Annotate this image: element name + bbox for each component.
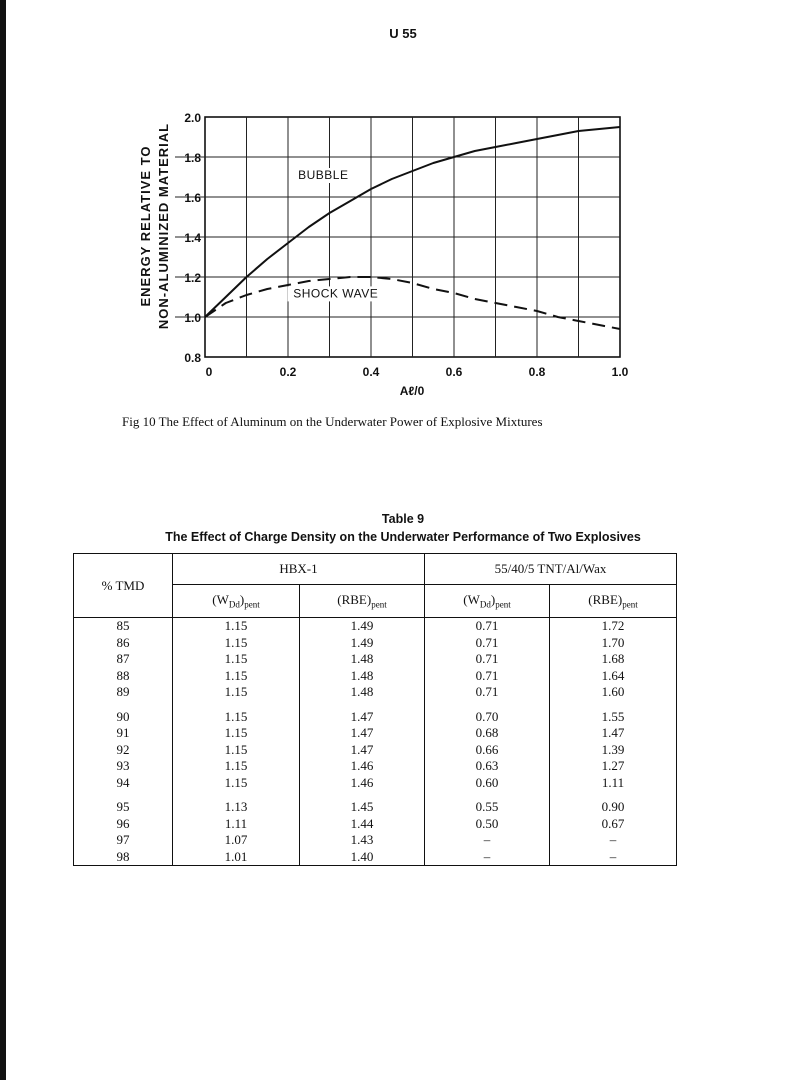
cell-tnt-rbe: 1.55 (550, 709, 677, 726)
cell-hbx-rbe: 1.48 (300, 651, 425, 668)
table-row (74, 742, 677, 759)
cell-tnt-w: 0.66 (425, 742, 550, 759)
y-tick-label: 0.8 (184, 351, 201, 365)
cell-tmd: 91 (116, 725, 130, 740)
cell-hbx-w: 1.15 (173, 758, 300, 775)
gap-cell (425, 701, 550, 709)
cell-tnt-rbe: 0.90 (550, 799, 677, 816)
cell-hbx-w: 1.15 (173, 709, 300, 726)
cell-tmd: 85 (116, 618, 130, 633)
table-row (74, 668, 677, 685)
cell-hbx-rbe: 1.49 (300, 635, 425, 652)
y-tick-label: 1.4 (184, 231, 201, 245)
y-tick-label: 1.0 (184, 311, 201, 325)
cell-tnt-rbe: 1.39 (550, 742, 677, 759)
cell-hbx-rbe: 1.44 (300, 816, 425, 833)
cell-hbx-rbe: 1.47 (300, 725, 425, 742)
cell-hbx-rbe: 1.48 (300, 668, 425, 685)
table-row (74, 635, 677, 652)
cell-tnt-rbe: – (550, 849, 677, 866)
cell-tnt-w: 0.71 (425, 668, 550, 685)
x-tick-label: 0.6 (445, 365, 463, 379)
cell-hbx-rbe: 1.46 (300, 775, 425, 792)
cell-tmd: 96 (116, 815, 130, 831)
x-tick-label: 0.2 (279, 365, 297, 379)
cell-hbx-rbe: 1.40 (300, 849, 425, 866)
cell-tnt-rbe: 1.47 (550, 725, 677, 742)
cell-tmd: 94 (116, 774, 130, 790)
table-body (74, 618, 677, 866)
cell-tnt-rbe: 1.68 (550, 651, 677, 668)
cell-tnt-rbe: – (550, 832, 677, 849)
cell-tnt-rbe: 1.27 (550, 758, 677, 775)
cell-hbx-rbe: 1.47 (300, 742, 425, 759)
cell-tmd: 93 (116, 758, 130, 773)
cell-hbx-w: 1.11 (173, 816, 300, 833)
row-group-gap (74, 701, 677, 709)
gap-cell (74, 791, 173, 799)
series-label: SHOCK WAVE (293, 286, 379, 301)
table-title: Table 9 (381, 512, 425, 526)
cell-hbx-w: 1.15 (173, 668, 300, 685)
cell-hbx-w: 1.15 (173, 742, 300, 759)
cell-tnt-w: 0.71 (425, 684, 550, 701)
cell-hbx-rbe: 1.48 (300, 684, 425, 701)
cell-tmd: 86 (116, 634, 130, 650)
gap-cell (300, 791, 425, 799)
cell-tnt-w: 0.70 (425, 709, 550, 726)
gap-cell (425, 791, 550, 799)
cell-hbx-w: 1.15 (173, 651, 300, 668)
page-id: U 55 (389, 26, 417, 41)
cell-tmd: 89 (116, 684, 130, 699)
col-header-tmd: % TMD (74, 554, 173, 618)
cell-hbx-w: 1.15 (173, 775, 300, 792)
group-header-tnt: 55/40/5 TNT/Al/Wax (425, 554, 677, 585)
table-row (74, 709, 677, 726)
x-tick-label: 0 (205, 365, 213, 379)
table-row (74, 832, 677, 849)
x-axis-label: Aℓ/0 (399, 384, 425, 398)
table-row (74, 684, 677, 701)
group-header-hbx: HBX-1 (173, 554, 425, 585)
table-row (74, 816, 677, 833)
cell-tnt-w: 0.71 (425, 651, 550, 668)
gap-cell (173, 791, 300, 799)
y-tick-label: 1.6 (184, 191, 201, 205)
cell-tnt-rbe: 1.70 (550, 635, 677, 652)
figure-caption: Fig 10 The Effect of Aluminum on the Underwater Power of Explosive Mixtures (122, 414, 543, 429)
gap-cell (300, 701, 425, 709)
table-group-header (74, 554, 677, 585)
table-row (74, 775, 677, 792)
x-tick-label: 0.4 (362, 365, 380, 379)
cell-hbx-rbe: 1.47 (300, 709, 425, 726)
cell-hbx-w: 1.15 (173, 684, 300, 701)
cell-tnt-rbe: 1.60 (550, 684, 677, 701)
gap-cell (173, 701, 300, 709)
y-tick-label: 1.2 (184, 271, 201, 285)
x-tick-label: 0.8 (528, 365, 546, 379)
cell-tnt-rbe: 1.72 (550, 618, 677, 635)
cell-tmd: 95 (116, 799, 130, 814)
cell-hbx-w: 1.15 (173, 635, 300, 652)
cell-tmd: 98 (116, 848, 130, 864)
cell-hbx-w: 1.01 (173, 849, 300, 866)
col-header-tnt-rbe: $(RBE)_{pent}$ (550, 585, 677, 618)
y-tick-label: 2.0 (184, 111, 201, 125)
cell-tnt-w: 0.50 (425, 816, 550, 833)
cell-hbx-w: 1.13 (173, 799, 300, 816)
cell-hbx-rbe: 1.49 (300, 618, 425, 635)
col-header-hbx-w: $(W_{Dd})_{pent}$ (173, 585, 300, 618)
table-row (74, 725, 677, 742)
cell-tnt-w: 0.60 (425, 775, 550, 792)
cell-hbx-w: 1.07 (173, 832, 300, 849)
cell-tnt-w: 0.63 (425, 758, 550, 775)
cell-hbx-w: 1.15 (173, 618, 300, 635)
gap-cell (74, 701, 173, 709)
cell-tnt-rbe: 1.11 (550, 775, 677, 792)
cell-tmd: 88 (116, 667, 130, 683)
gap-cell (550, 791, 677, 799)
cell-tnt-rbe: 0.67 (550, 816, 677, 833)
cell-tnt-w: – (425, 832, 550, 849)
table-row (74, 799, 677, 816)
cell-tmd: 92 (116, 741, 130, 757)
col-header-hbx-rbe: $(RBE)_{pent}$ (300, 585, 425, 618)
density-table (73, 553, 677, 866)
cell-tnt-rbe: 1.64 (550, 668, 677, 685)
cell-tnt-w: 0.71 (425, 618, 550, 635)
y-axis-label: ENERGY RELATIVE TO NON-ALUMINIZED MATERIAL (138, 122, 171, 330)
cell-tmd: 90 (116, 708, 130, 724)
cell-tmd: 87 (116, 651, 130, 666)
cell-tnt-w: 0.55 (425, 799, 550, 816)
table-subtitle: The Effect of Charge Density on the Underwater Performance of Two Explosives (165, 530, 641, 544)
table-row (74, 618, 677, 635)
table-row (74, 758, 677, 775)
cell-hbx-rbe: 1.43 (300, 832, 425, 849)
gap-cell (550, 701, 677, 709)
x-tick-label: 1.0 (611, 365, 629, 379)
table-container (73, 553, 676, 899)
energy-chart (0, 100, 806, 410)
table-row (74, 849, 677, 866)
cell-hbx-rbe: 1.46 (300, 758, 425, 775)
cell-tnt-w: – (425, 849, 550, 866)
cell-hbx-rbe: 1.45 (300, 799, 425, 816)
col-header-tnt-w: $(W_{Dd})_{pent}$ (425, 585, 550, 618)
cell-tnt-w: 0.71 (425, 635, 550, 652)
table-row (74, 651, 677, 668)
row-group-gap (74, 791, 677, 799)
series-label: BUBBLE (298, 168, 349, 182)
cell-tnt-w: 0.68 (425, 725, 550, 742)
cell-tmd: 97 (116, 832, 130, 847)
cell-hbx-w: 1.15 (173, 725, 300, 742)
y-tick-label: 1.8 (184, 151, 201, 165)
